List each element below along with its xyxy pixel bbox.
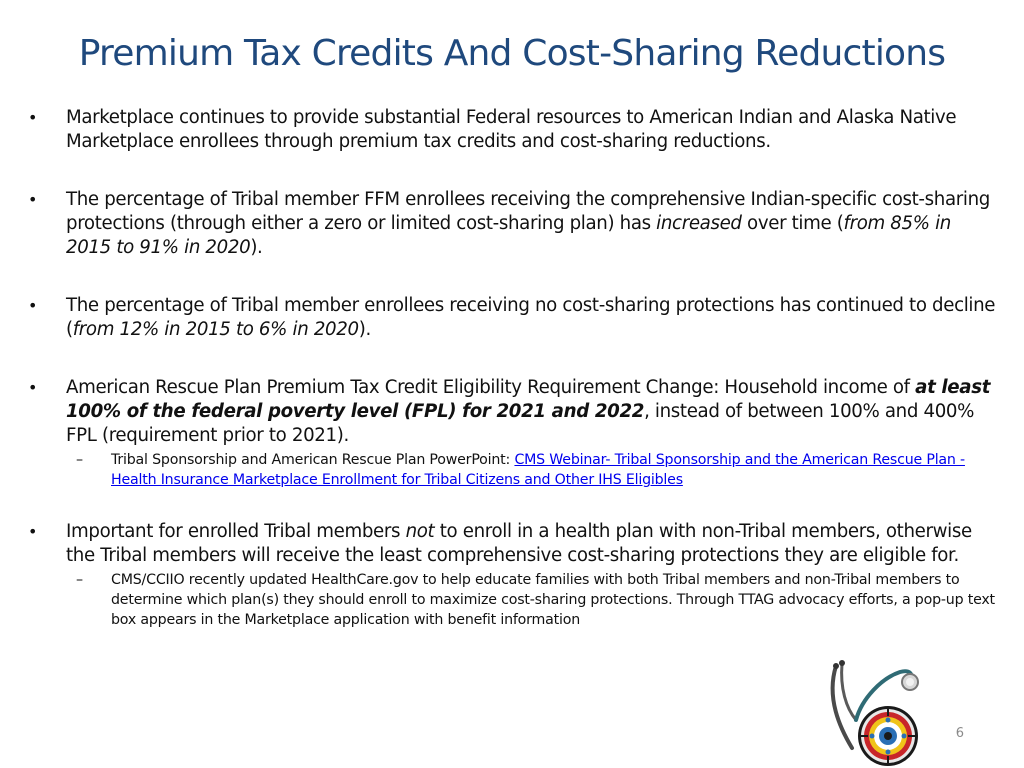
bullet-item-marketplace-resources [26,106,1001,154]
bullet-symbol: • [28,296,38,315]
emphasis-text: at least 100% of the federal poverty level (FPL) for 2021 and 2022 [66,377,991,422]
bullet-text: , instead of between 100% and 400% FPL (requirement prior to 2021). [66,401,975,446]
bullet-text: Important for enrolled Tribal members [66,521,406,542]
bullet-symbol: • [28,378,38,397]
slide-title: Premium Tax Credits And Cost-Sharing Reductions [78,33,946,74]
sub-dash: – [76,572,83,588]
bullet-text: ). [250,237,263,258]
emphasis-text: not [405,521,435,542]
bullet-item-enroll-warning [26,520,1001,568]
sub-text: CMS/CCIIO recently updated HealthCare.gov to help educate families with both Tribal members and non-Tribal members to determine which plan(s) they should enroll to maximize cost-sharing protections. Through TTAG advocacy efforts, a pop-up text box appears in the Marketplace application with benefit information [111,572,995,628]
stethoscope-medallion-icon [822,658,962,768]
bullet-list [26,106,1001,630]
bullet-text: over time ( [741,213,844,234]
sub-text: Tribal Sponsorship and American Rescue Plan PowerPoint: [111,452,515,468]
sub-item-healthcare-gov [26,570,1001,630]
sub-item-powerpoint [26,450,1001,490]
page-number: 6 [955,726,964,741]
bullet-text: The percentage of Tribal member FFM enrollees receiving the comprehensive Indian-specific cost-sharing protections (through either a zero or limited cost-sharing plan) has [66,189,990,234]
emphasis-text: from 12% in 2015 to 6% in 2020 [72,319,359,340]
bullet-symbol: • [28,190,38,209]
bullet-symbol: • [28,522,38,541]
bullet-item-no-cost-sharing-decline [26,294,1001,342]
bullet-item-american-rescue-plan [26,376,1001,448]
bullet-item-cost-sharing-increase [26,188,1001,260]
emphasis-text: increased [656,213,742,234]
bullet-text: ). [358,319,371,340]
cms-webinar-link[interactable]: CMS Webinar- Tribal Sponsorship and the American Rescue Plan - Health Insurance Marketplace Enrollment for Tribal Citizens and Other IHS Eligibles [111,452,965,488]
bullet-text: to enroll in a health plan with non-Tribal members, otherwise the Tribal members will receive the least comprehensive cost-sharing protections they are eligible for. [66,521,972,566]
emphasis-text: from 85% in 2015 to 91% in 2020 [66,213,951,258]
bullet-text: American Rescue Plan Premium Tax Credit Eligibility Requirement Change: Household income of [66,377,916,398]
bullet-text: The percentage of Tribal member enrollees receiving no cost-sharing protections has continued to decline ( [66,295,996,340]
sub-dash: – [76,452,83,468]
bullet-text: Marketplace continues to provide substantial Federal resources to American Indian and Alaska Native Marketplace enrollees through premium tax credits and cost-sharing reductions. [66,107,957,152]
bullet-symbol: • [28,108,38,127]
